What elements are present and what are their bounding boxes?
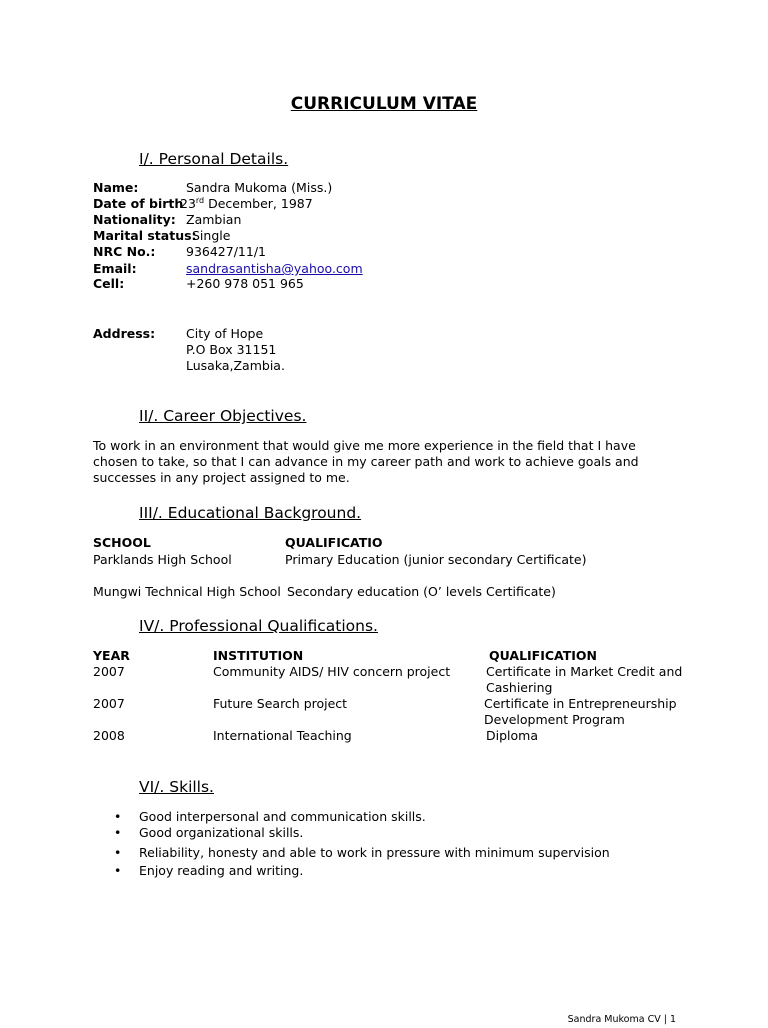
- dob-value: [180, 196, 313, 212]
- dob-suffix: rd: [195, 195, 205, 205]
- career-objectives-text: To work in an environment that would give me more experience in the field that I have chosen to take, so that I can advance in my career path and work to achieve goals and successes in any project assigned to me.: [93, 438, 639, 485]
- marital-status-value: Single: [192, 228, 231, 243]
- dob-label: Date of birth: [93, 196, 184, 211]
- document-title: CURRICULUM VITAE: [290, 94, 478, 114]
- professional-qualification: Certificate in Entrepreneurship: [484, 696, 677, 711]
- email-label: Email:: [93, 261, 137, 276]
- education-col-school: SCHOOL: [93, 535, 151, 550]
- skill-item: • Enjoy reading and writing.: [139, 863, 303, 879]
- education-school: Mungwi Technical High School: [93, 584, 281, 599]
- professional-col-year: YEAR: [93, 648, 130, 663]
- professional-col-qualification: QUALIFICATION: [489, 648, 598, 663]
- address-line: City of Hope: [186, 326, 264, 341]
- education-school: Parklands High School: [93, 552, 232, 567]
- professional-institution: Future Search project: [213, 696, 348, 711]
- dob-day: 23: [180, 196, 196, 211]
- skill-item: • Reliability, honesty and able to work in pressure with minimum supervision: [139, 845, 610, 861]
- nrc-value: 936427/11/1: [186, 244, 266, 259]
- professional-qualification: Diploma: [486, 728, 538, 743]
- marital-status-label: Marital status:: [93, 228, 197, 243]
- professional-qualification-cont: Development Program: [484, 712, 625, 727]
- professional-institution: International Teaching: [213, 728, 352, 743]
- cell-label: Cell:: [93, 276, 125, 291]
- professional-col-institution: INSTITUTION: [213, 648, 304, 663]
- page-footer: Sandra Mukoma CV | 1: [567, 1014, 676, 1025]
- professional-institution: Community AIDS/ HIV concern project: [213, 664, 451, 679]
- nrc-label: NRC No.:: [93, 244, 156, 259]
- education-qualification: Secondary education (O’ levels Certificate): [287, 584, 556, 599]
- name-label: Name:: [93, 180, 139, 195]
- personal-details-heading: I/. Personal Details.: [139, 150, 289, 168]
- career-objectives-heading: II/. Career Objectives.: [139, 407, 307, 425]
- address-line: Lusaka,Zambia.: [186, 358, 285, 373]
- education-qualification: Primary Education (junior secondary Certificate): [285, 552, 587, 567]
- name-value: Sandra Mukoma (Miss.): [186, 180, 333, 195]
- cell-value: +260 978 051 965: [186, 276, 304, 291]
- professional-heading: IV/. Professional Qualifications.: [139, 617, 378, 635]
- address-line: P.O Box 31151: [186, 342, 277, 357]
- professional-qualification: Certificate in Market Credit and: [486, 664, 683, 679]
- education-heading: III/. Educational Background.: [139, 504, 362, 522]
- skill-item: • Good interpersonal and communication skills.: [139, 809, 426, 825]
- dob-rest: December, 1987: [204, 196, 313, 211]
- email-link[interactable]: sandrasantisha@yahoo.com: [186, 261, 363, 276]
- nationality-value: Zambian: [186, 212, 242, 227]
- skill-item: • Good organizational skills.: [139, 825, 303, 841]
- education-col-qualification: QUALIFICATIO: [285, 535, 383, 550]
- professional-qualification-cont: Cashiering: [486, 680, 553, 695]
- nationality-label: Nationality:: [93, 212, 176, 227]
- address-label: Address:: [93, 326, 156, 341]
- professional-year: 2007: [93, 664, 125, 679]
- professional-year: 2007: [93, 696, 125, 711]
- professional-year: 2008: [93, 728, 125, 743]
- skills-heading: VI/. Skills.: [139, 778, 214, 796]
